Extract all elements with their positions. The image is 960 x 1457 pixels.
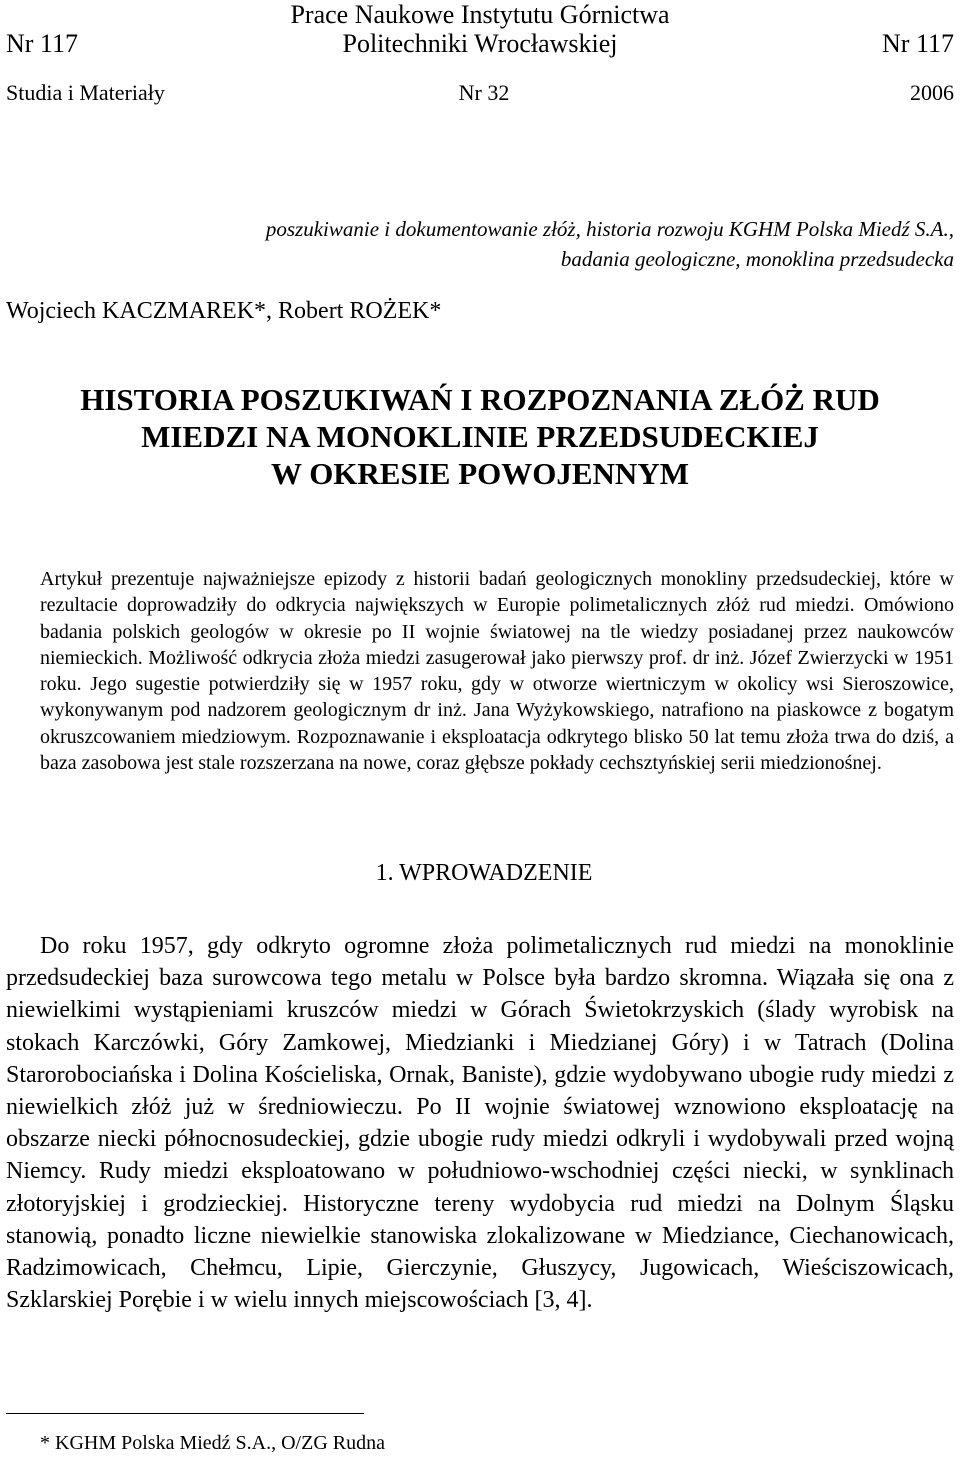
footnote: * KGHM Polska Miedź S.A., O/ZG Rudna bbox=[40, 1432, 385, 1454]
body-text: Do roku 1957, gdy odkryto ogromne złoża polimetalicznych rud miedzi na monoklinie przedsudeckiej baza surowcowa tego metalu w Polsce była bardzo skromna. Wiązała się ona z niewielkimi wystąpieniami kruszców miedzi w Górach Świetokrzyskich (ślady wyrobisk na stokach Karczówki, Góry Zamkowej, Miedzianki i Miedzianej Góry) i w Tatrach (Dolina Starorobociańska i Dolina Kościeliska, Ornak, Baniste), gdzie wydobywano ubogie rudy miedzi z niewielkich złóż już w średniowieczu. Po II wojnie światowej wznowiono eksploatację na obszarze niecki północnosudeckiej, gdzie ubogie rudy miedzi odkryli i wydobywali przed wojną Niemcy. Rudy miedzi eksploatowano w południowo-wschodniej części niecki, w synklinach złotoryjskiej i grodzieckiej. Historyczne tereny wydobycia rud miedzi na Dolnym Śląsku stanowią, ponadto liczne niewielkie stanowiska zlokalizowane w Miedziance, Ciechanowicach, Radzimowicach, Chełmcu, Lipie, Gierczynie, Głuszycy, Jugowicach, Wieściszowicach, Szklarskiej Porębie i w wielu innych miejscowościach [3, 4]. bbox=[6, 933, 954, 1314]
journal-name-line2: Politechniki Wrocławskiej bbox=[342, 29, 618, 58]
section-heading: 1. WPROWADZENIE bbox=[375, 860, 593, 886]
series-number: Nr 32 bbox=[458, 80, 510, 105]
keywords-line: poszukiwanie i dokumentowanie złóż, historia rozwoju KGHM Polska Miedź S.A., bbox=[265, 217, 954, 241]
journal-name-line1: Prace Naukowe Instytutu Górnictwa bbox=[290, 0, 670, 29]
journal-header-row bbox=[6, 28, 954, 60]
footnote-rule bbox=[6, 1413, 364, 1414]
paper-title bbox=[0, 381, 960, 492]
abstract: Artykuł prezentuje najważniejsze epizody z historii badań geologicznych monokliny przedsudeckiej, które w rezultacie doprowadziły do odkrycia największych w Europie polimetalicznych złóż rud miedzi. Omówiono badania polskich geologów w okresie po II wojnie światowej na tle wiedzy posiadanej przez naukowców niemieckich. Możliwość odkrycia złoża miedzi zasugerował jako pierwszy prof. dr inż. Józef Zwierzycki w 1951 roku. Jego sugestie potwierdziły się w 1957 roku, gdy w otworze wiertniczym w okolicy wsi Sieroszowice, wykonywanym pod nadzorem geologicznym dr inż. Jana Wyżykowskiego, natrafiono na piaskowce z bogatym okruszcowaniem miedziowym. Rozpoznawanie i eksploatacja odkrytego blisko 50 lat temu złoża trwa do dziś, a baza zasobowa jest stale rozszerzana na nowe, coraz głębsze pokłady cechsztyńskiej serii miedzionośnej. bbox=[40, 568, 954, 775]
publication-year: 2006 bbox=[910, 80, 954, 105]
issue-number-left: Nr 117 bbox=[6, 29, 78, 58]
body-paragraph bbox=[6, 930, 954, 1316]
title-line: W OKRESIE POWOJENNYM bbox=[271, 456, 689, 491]
issue-number-right: Nr 117 bbox=[882, 29, 954, 58]
keywords-line: badania geologiczne, monoklina przedsudecka bbox=[560, 247, 954, 271]
title-line: MIEDZI NA MONOKLINIE PRZEDSUDECKIEJ bbox=[141, 419, 819, 454]
title-line: HISTORIA POSZUKIWAŃ I ROZPOZNANIA ZŁÓŻ RUD bbox=[80, 382, 880, 417]
authors: Wojciech KACZMAREK*, Robert ROŻEK* bbox=[6, 298, 442, 324]
keywords bbox=[194, 214, 954, 274]
series-name: Studia i Materiały bbox=[6, 80, 165, 105]
